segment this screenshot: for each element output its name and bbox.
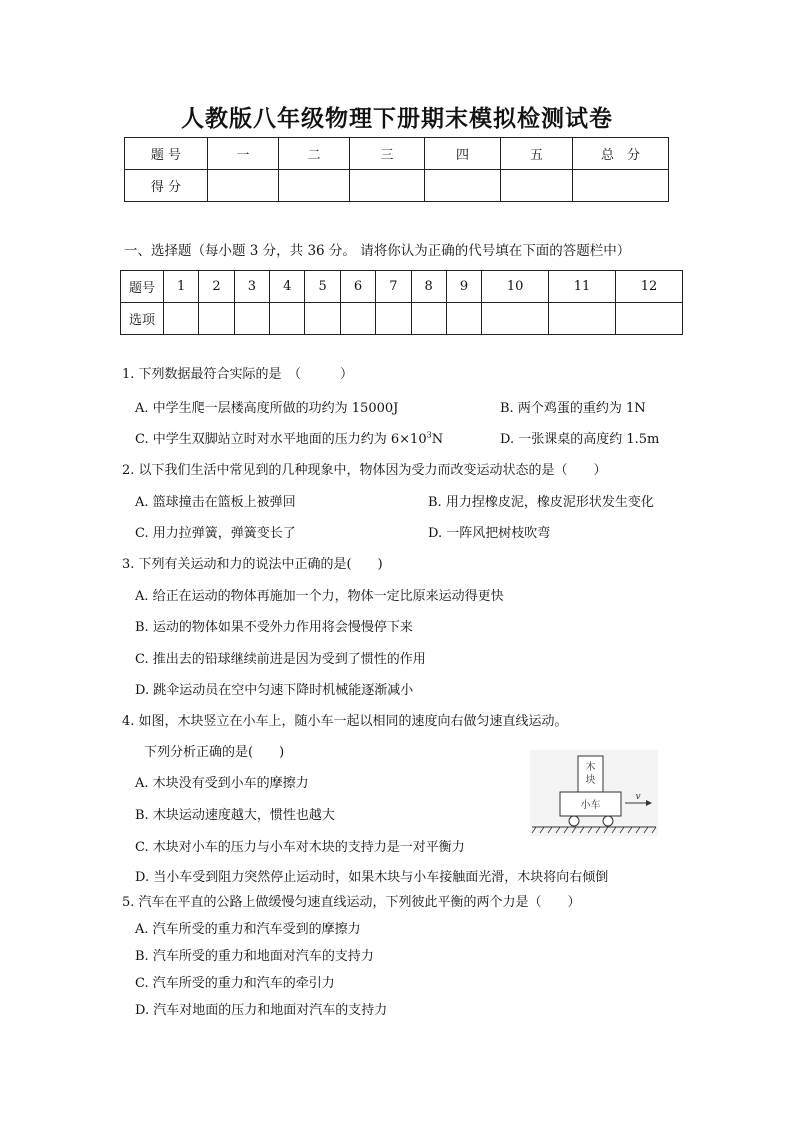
exponent: 3 — [426, 430, 432, 440]
question-number-cell: 8 — [411, 271, 446, 303]
question-option: C. 汽车所受的重力和汽车的牵引力 — [135, 976, 335, 991]
score-header-cell: 题 号 — [125, 138, 208, 170]
cart-wheel — [603, 816, 613, 826]
question-option — [135, 428, 443, 447]
question-option: D. 一张课桌的高度约 1.5m — [500, 432, 660, 447]
answer-cell[interactable] — [340, 303, 375, 335]
score-header-cell: 总 分 — [573, 138, 669, 170]
question-stem: 5. 汽车在平直的公路上做缓慢匀速直线运动，下列彼此平衡的两个力是（ ） — [122, 895, 581, 910]
answer-table — [120, 270, 683, 335]
score-cell[interactable] — [573, 170, 669, 202]
answer-table-option-row — [121, 303, 683, 335]
question-option: D. 一阵风把树枝吹弯 — [428, 526, 551, 541]
question-option: C. 木块对小车的压力与小车对木块的支持力是一对平衡力 — [135, 840, 465, 855]
question-number-cell: 5 — [305, 271, 340, 303]
question-number-cell: 1 — [164, 271, 199, 303]
question-option: C. 推出去的铅球继续前进是因为受到了惯性的作用 — [135, 652, 426, 667]
question-option: A. 给正在运动的物体再施加一个力，物体一定比原来运动得更快 — [135, 589, 504, 604]
answer-cell[interactable] — [270, 303, 305, 335]
question-number-cell: 11 — [549, 271, 616, 303]
answer-cell[interactable] — [615, 303, 682, 335]
question-number-cell: 9 — [446, 271, 481, 303]
question-option: A. 篮球撞击在篮板上被弹回 — [135, 495, 296, 510]
question-number-cell: 10 — [482, 271, 549, 303]
answer-cell[interactable] — [376, 303, 411, 335]
score-header-cell: 四 — [425, 138, 501, 170]
score-cell[interactable] — [279, 170, 350, 202]
score-header-cell: 二 — [279, 138, 350, 170]
section-heading: 一、选择题（每小题 3 分，共 36 分。 请将你认为正确的代号填在下面的答题栏中） — [124, 243, 631, 259]
answer-table-number-row — [121, 271, 683, 303]
question-option: D. 跳伞运动员在空中匀速下降时机械能逐渐减小 — [135, 683, 414, 698]
answer-cell[interactable] — [549, 303, 616, 335]
answer-cell[interactable] — [199, 303, 234, 335]
answer-row-label: 选项 — [121, 303, 164, 335]
score-cell[interactable] — [350, 170, 425, 202]
answer-row-label: 题号 — [121, 271, 164, 303]
question-option: A. 汽车所受的重力和汽车受到的摩擦力 — [135, 922, 361, 937]
velocity-label: v — [635, 792, 641, 802]
cart-wheel — [569, 816, 579, 826]
answer-cell[interactable] — [164, 303, 199, 335]
question-stem-continued: 下列分析正确的是( ) — [144, 745, 285, 760]
question-number-cell: 3 — [234, 271, 269, 303]
question-number-cell: 6 — [340, 271, 375, 303]
score-table-header-row — [125, 138, 669, 170]
score-row-label: 得 分 — [125, 170, 208, 202]
option-unit: N — [431, 432, 444, 447]
question-option: B. 运动的物体如果不受外力作用将会慢慢停下来 — [135, 620, 413, 635]
answer-cell[interactable] — [482, 303, 549, 335]
question-number-cell: 4 — [270, 271, 305, 303]
question-number-cell: 12 — [615, 271, 682, 303]
question-option: C. 用力拉弹簧，弹簧变长了 — [135, 526, 296, 541]
score-table — [124, 137, 669, 202]
answer-cell[interactable] — [234, 303, 269, 335]
question-stem: 3. 下列有关运动和力的说法中正确的是( ) — [122, 557, 383, 572]
question-option: B. 木块运动速度越大，惯性也越大 — [135, 808, 335, 823]
question-number-cell: 2 — [199, 271, 234, 303]
question-option: A. 中学生爬一层楼高度所做的功约为 15000J — [135, 401, 399, 416]
score-cell[interactable] — [425, 170, 501, 202]
question-stem: 4. 如图，木块竖立在小车上，随小车一起以相同的速度向右做匀速直线运动。 — [122, 714, 568, 729]
answer-cell[interactable] — [305, 303, 340, 335]
score-header-cell: 一 — [208, 138, 279, 170]
question-stem: 2. 以下我们生活中常见到的几种现象中，物体因为受力而改变运动状态的是（ ） — [122, 463, 607, 478]
score-cell[interactable] — [208, 170, 279, 202]
question-option: D. 汽车对地面的压力和地面对汽车的支持力 — [135, 1003, 388, 1018]
question-option: B. 两个鸡蛋的重约为 1N — [500, 401, 646, 416]
page-title: 人教版八年级物理下册期末模拟检测试卷 — [181, 105, 613, 132]
question-number-cell: 7 — [376, 271, 411, 303]
answer-cell[interactable] — [446, 303, 481, 335]
block-label-2: 块 — [585, 775, 596, 786]
question-option: A. 木块没有受到小车的摩擦力 — [135, 776, 309, 791]
option-text: C. 中学生双脚站立时对水平地面的压力约为 6×10 — [135, 432, 427, 447]
score-table-score-row — [125, 170, 669, 202]
cart-label: 小车 — [580, 800, 601, 811]
question-stem: 1. 下列数据最符合实际的是 （ ） — [122, 367, 354, 382]
score-cell[interactable] — [501, 170, 573, 202]
score-header-cell: 三 — [350, 138, 425, 170]
question-option: D. 当小车受到阻力突然停止运动时，如果木块与小车接触面光滑，木块将向右倾倒 — [135, 870, 609, 885]
cart-block-figure — [530, 750, 658, 836]
block-label-1: 木 — [585, 762, 596, 773]
question-option: B. 用力捏橡皮泥，橡皮泥形状发生变化 — [428, 495, 654, 510]
answer-cell[interactable] — [411, 303, 446, 335]
score-header-cell: 五 — [501, 138, 573, 170]
question-option: B. 汽车所受的重力和地面对汽车的支持力 — [135, 949, 374, 964]
